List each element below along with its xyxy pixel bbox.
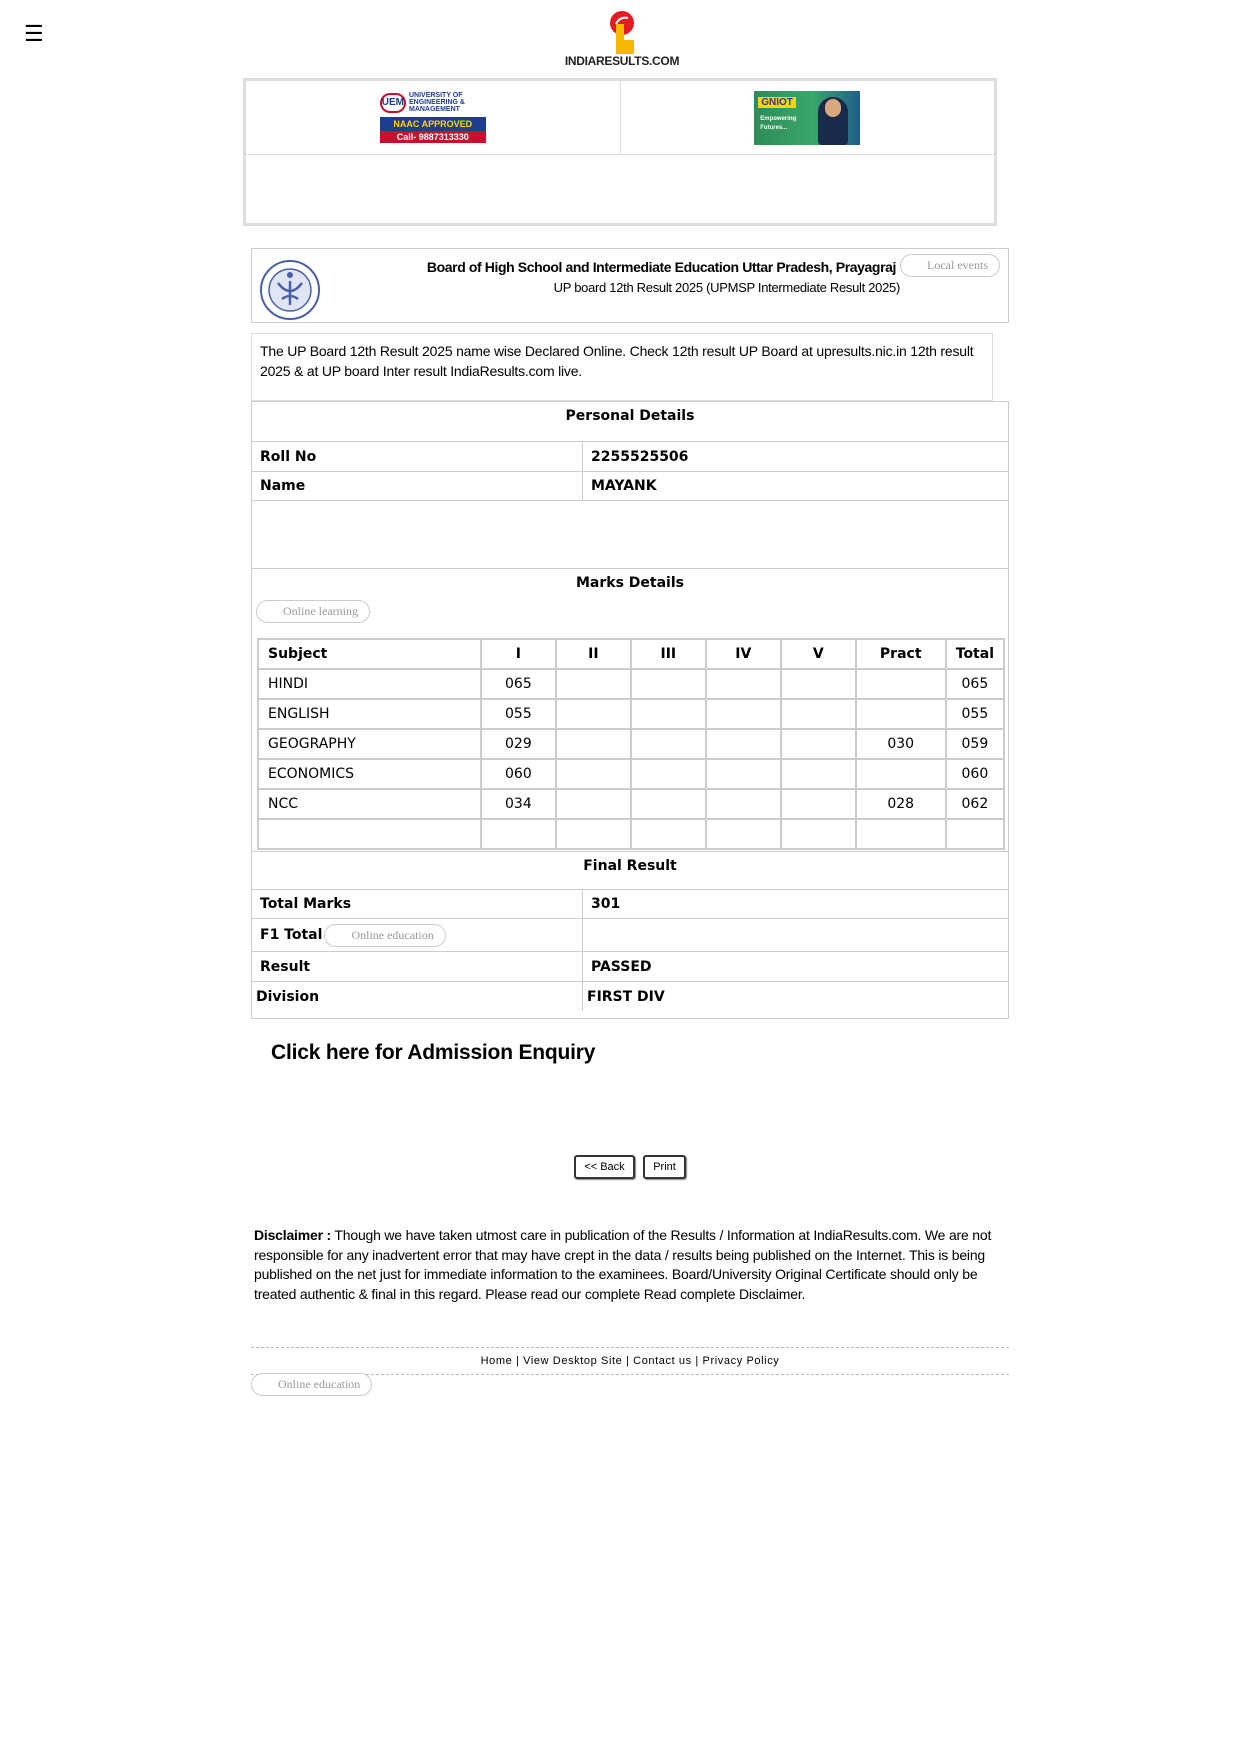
uem-name: UNIVERSITY OF ENGINEERING & MANAGEMENT: [408, 92, 465, 113]
marks-table: [257, 638, 1005, 850]
mark-cell: [946, 819, 1004, 849]
marks-table-header: [258, 639, 1004, 669]
mark-cell: 055: [946, 699, 1004, 729]
online-education-pill[interactable]: Online education: [324, 924, 445, 947]
mark-cell: [706, 669, 781, 699]
col-ii: II: [556, 639, 631, 669]
footer-link-contact[interactable]: Contact us: [633, 1355, 692, 1367]
table-row: [258, 789, 1004, 819]
mark-cell: [481, 819, 556, 849]
total-marks-value: 301: [591, 896, 621, 912]
mark-cell: [556, 819, 631, 849]
mark-cell: 030: [856, 729, 946, 759]
col-pract: Pract: [856, 639, 946, 669]
mark-cell: [556, 789, 631, 819]
f1-total-value: [583, 919, 1008, 951]
board-name: Board of High School and Intermediate Education Uttar Pradesh, Prayagraj: [426, 259, 896, 275]
logo-text: INDIARESULTS.COM: [564, 54, 680, 68]
mark-cell: [781, 759, 856, 789]
result-card: [251, 401, 1009, 1019]
mark-cell: [781, 669, 856, 699]
mark-cell: 034: [481, 789, 556, 819]
uem-badge: UEM: [380, 93, 406, 113]
mark-cell: [781, 699, 856, 729]
name-row: [252, 471, 1008, 500]
online-learning-pill[interactable]: Online learning: [256, 600, 370, 623]
indiaresults-logo[interactable]: [564, 10, 680, 70]
advertisement-box: [243, 78, 997, 226]
roll-no-row: [252, 441, 1008, 471]
mark-cell: [856, 819, 946, 849]
mark-cell: [631, 729, 706, 759]
f1-total-row: [252, 918, 1008, 951]
subject-cell: HINDI: [258, 669, 481, 699]
col-v: V: [781, 639, 856, 669]
marks-details-title: Marks Details: [576, 575, 684, 591]
name-label: Name: [252, 472, 583, 500]
footer-link-desktop[interactable]: View Desktop Site: [523, 1355, 623, 1367]
subject-cell: GEOGRAPHY: [258, 729, 481, 759]
gniot-line-2: Futures...: [760, 124, 788, 131]
gniot-advertisement[interactable]: [754, 91, 860, 145]
mark-cell: [781, 789, 856, 819]
footer-online-education-pill[interactable]: Online education: [251, 1373, 372, 1396]
subject-cell: ECONOMICS: [258, 759, 481, 789]
mark-cell: 065: [481, 669, 556, 699]
footer-link-privacy[interactable]: Privacy Policy: [702, 1355, 780, 1367]
hamburger-menu-icon[interactable]: ☰: [24, 21, 44, 46]
blank-spacer: [252, 500, 1008, 568]
subject-cell: [258, 819, 481, 849]
col-iii: III: [631, 639, 706, 669]
division-label: Division: [252, 982, 583, 1011]
disclaimer-text: Though we have taken utmost care in publication of the Results / Information at IndiaResults.com. We are not responsible for any inadvertent error that may have crept in the data / results being published on the Internet. This is being published on the net just for immediate information to the examinees. Board/University Original Certificate should only be treated authentic & final in this regard. Please read our complete Read complete Disclaimer.: [254, 1227, 992, 1302]
result-row: [252, 951, 1008, 981]
roll-no-value: 2255525506: [591, 448, 689, 465]
col-iv: IV: [706, 639, 781, 669]
col-total: Total: [946, 639, 1004, 669]
mark-cell: [706, 729, 781, 759]
mark-cell: [631, 789, 706, 819]
print-button[interactable]: Print: [643, 1155, 686, 1179]
mark-cell: [781, 819, 856, 849]
marks-header: [252, 568, 1008, 630]
admission-enquiry-link[interactable]: Click here for Admission Enquiry: [271, 1041, 596, 1064]
division-row: [252, 981, 1008, 1011]
mark-cell: [856, 759, 946, 789]
mark-cell: [556, 669, 631, 699]
final-result-section: [252, 851, 1008, 1011]
mark-cell: [556, 759, 631, 789]
table-row: [258, 759, 1004, 789]
gniot-line-1: Empowering: [760, 115, 797, 122]
total-marks-label: Total Marks: [252, 890, 583, 918]
col-subject: Subject: [258, 639, 481, 669]
up-government-seal-icon: [258, 259, 322, 321]
result-label: Result: [252, 952, 583, 981]
result-value: PASSED: [591, 958, 652, 975]
subject-cell: NCC: [258, 789, 481, 819]
uem-call: Call- 9887313330: [380, 131, 486, 143]
mark-cell: [556, 699, 631, 729]
table-row: [258, 819, 1004, 849]
mark-cell: [706, 699, 781, 729]
disclaimer: [254, 1226, 1006, 1304]
table-row: [258, 699, 1004, 729]
table-row: [258, 729, 1004, 759]
mark-cell: [856, 699, 946, 729]
uem-naac: NAAC APPROVED: [380, 117, 486, 131]
col-i: I: [481, 639, 556, 669]
mark-cell: [706, 759, 781, 789]
mark-cell: [781, 729, 856, 759]
back-button[interactable]: << Back: [574, 1155, 635, 1179]
mark-cell: [856, 669, 946, 699]
table-row: [258, 669, 1004, 699]
mark-cell: 055: [481, 699, 556, 729]
logo-mark-icon: [602, 10, 642, 54]
mark-cell: 059: [946, 729, 1004, 759]
mark-cell: [631, 759, 706, 789]
mark-cell: 028: [856, 789, 946, 819]
mark-cell: [706, 819, 781, 849]
disclaimer-label: Disclaimer :: [254, 1227, 331, 1243]
footer-link-home[interactable]: Home: [480, 1355, 513, 1367]
personal-details-title: Personal Details: [565, 408, 695, 424]
subject-cell: ENGLISH: [258, 699, 481, 729]
f1-total-label: F1 Total: [260, 927, 323, 943]
mark-cell: [631, 669, 706, 699]
division-value: FIRST DIV: [587, 988, 665, 1005]
mark-cell: [706, 789, 781, 819]
mark-cell: [631, 699, 706, 729]
roll-no-label: Roll No: [252, 442, 583, 471]
total-marks-row: [252, 889, 1008, 918]
uem-advertisement[interactable]: [380, 91, 486, 145]
mark-cell: 029: [481, 729, 556, 759]
mark-cell: 065: [946, 669, 1004, 699]
local-events-pill[interactable]: Local events: [900, 254, 1000, 277]
footer-links: Home | View Desktop Site | Contact us | Privacy Policy: [251, 1347, 1009, 1375]
mark-cell: 060: [481, 759, 556, 789]
face-image: [825, 99, 841, 117]
name-value: MAYANK: [591, 478, 657, 494]
final-result-title: Final Result: [252, 851, 1008, 889]
mark-cell: [556, 729, 631, 759]
mark-cell: 062: [946, 789, 1004, 819]
mark-cell: 060: [946, 759, 1004, 789]
intro-text: The UP Board 12th Result 2025 name wise Declared Online. Check 12th result UP Board at upresults.nic.in 12th result 2025 & at UP board Inter result IndiaResults.com live.: [251, 333, 993, 401]
mark-cell: [631, 819, 706, 849]
gniot-tag: GNIOT: [758, 97, 796, 108]
result-subtitle: UP board 12th Result 2025 (UPMSP Intermediate Result 2025): [553, 280, 900, 295]
board-header: [251, 248, 1009, 323]
